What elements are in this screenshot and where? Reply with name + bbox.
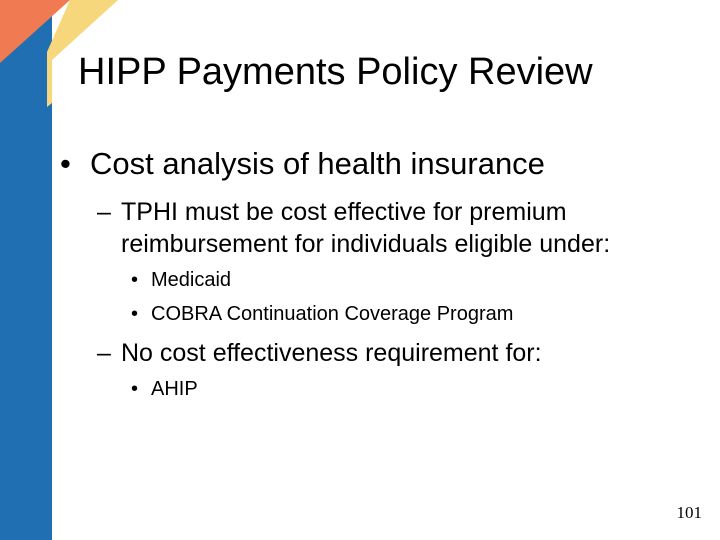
sub-bullet-2-line-1: No cost effectiveness requirement for: (121, 339, 542, 367)
main-bullet (60, 144, 545, 184)
sub-bullet-dash: – (97, 339, 111, 367)
main-bullet-text: Cost analysis of health insurance (90, 146, 545, 181)
list-item (131, 302, 513, 326)
list-item-text: AHIP (151, 378, 198, 400)
list-item-text: COBRA Continuation Coverage Program (151, 303, 514, 325)
list-item (131, 377, 198, 401)
blue-stripe (0, 0, 52, 540)
bullet-dot: • (131, 269, 139, 291)
list-item-text: Medicaid (151, 269, 232, 291)
bullet-dot: • (60, 146, 71, 181)
sub-bullet-1-line-2: reimbursement for individuals eligible under: (121, 230, 611, 258)
bullet-dot: • (131, 303, 139, 325)
sub-bullet-1-line-1: TPHI must be cost effective for premium (121, 198, 567, 226)
sub-bullet-dash: – (97, 198, 111, 226)
sub-bullet-2 (97, 337, 542, 369)
sub-bullet-1 (97, 196, 610, 260)
slide-title: HIPP Payments Policy Review (78, 51, 593, 93)
bullet-dot: • (131, 378, 139, 400)
page-number: 101 (676, 503, 702, 522)
list-item (131, 268, 231, 292)
